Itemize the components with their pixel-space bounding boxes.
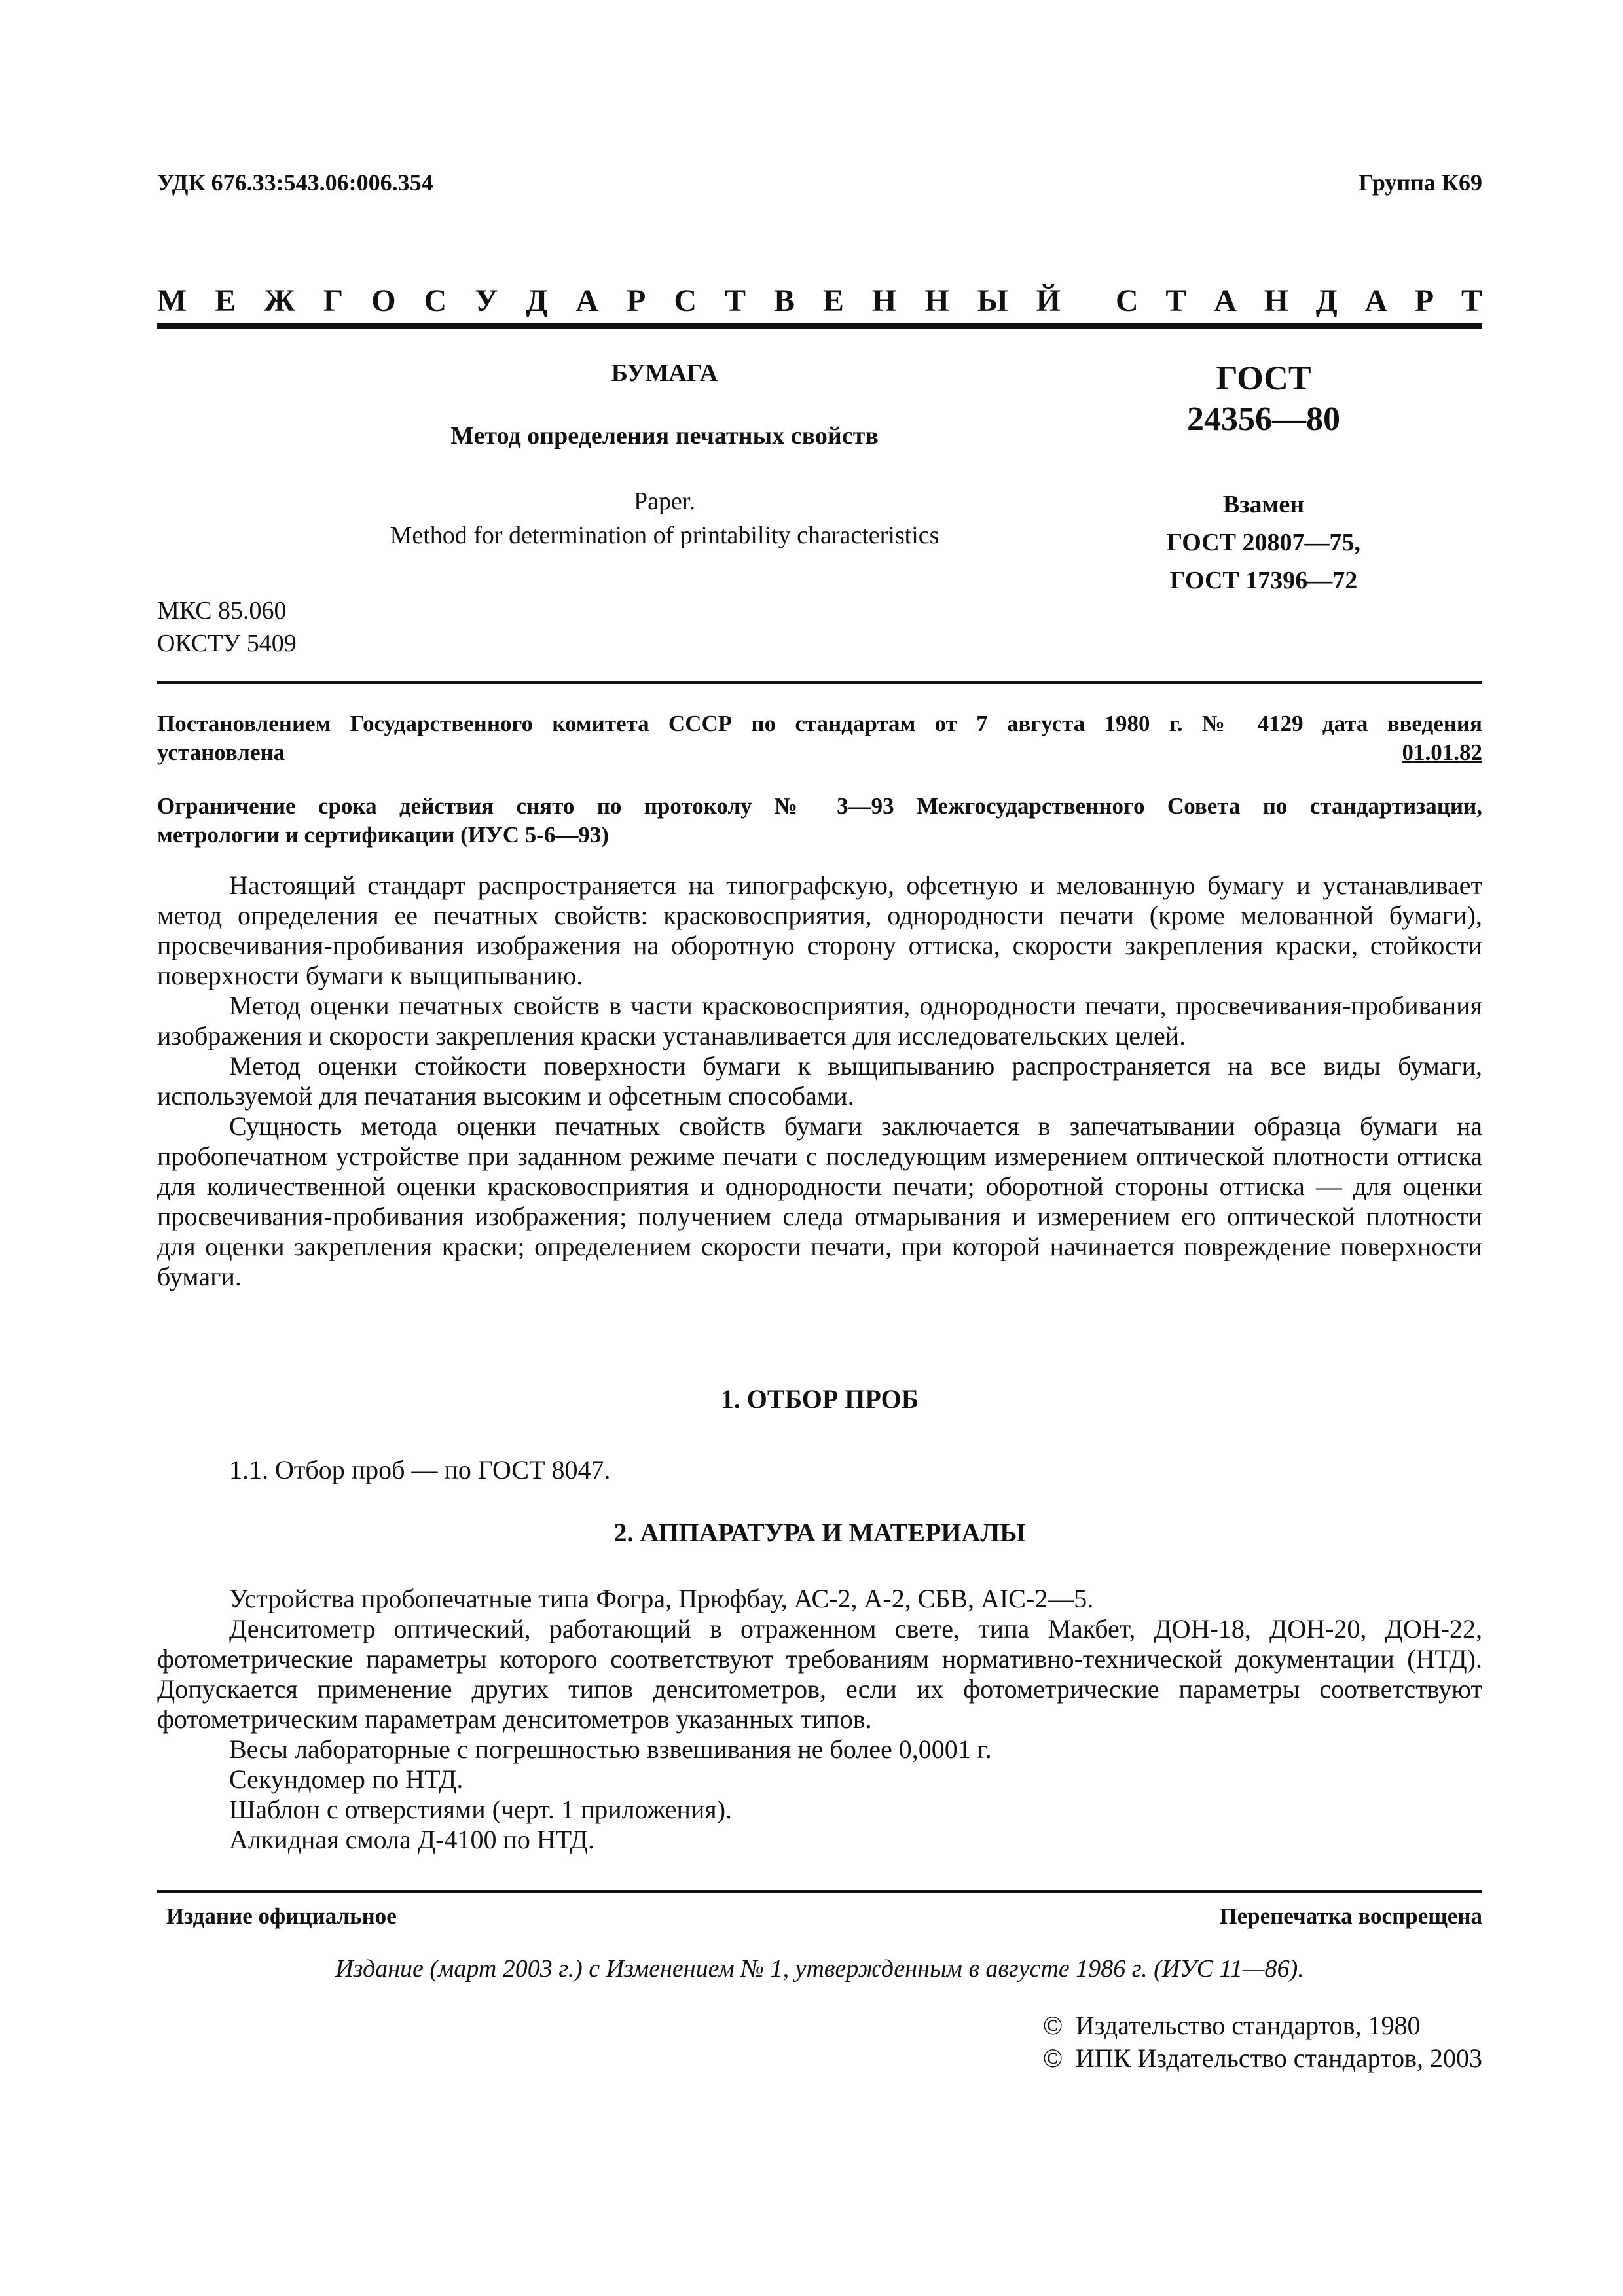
document-title-block: [157, 359, 1172, 552]
copyright-text: ИПК Издательство стандартов, 2003: [1075, 2043, 1482, 2073]
banner-letter: Т: [1461, 283, 1482, 318]
list-item: Денситометр оптический, работающий в отраженном свете, типа Макбет, ДОН-18, ДОН-20, ДОН-22, фотометрические параметры которого соответствуют требованиям нормативно-технической документации (НТД). Допускается применение других типов денситометров, если их фотометрические параметры соответствуют фотометрическим параметрам денситометров указанных типов.: [157, 1614, 1482, 1734]
restriction-line: метрологии и сертификации (ИУС 5-6—93): [157, 822, 610, 848]
copyright-symbol: ©: [1042, 2011, 1063, 2040]
paragraph: Метод оценки печатных свойств в части красковосприятия, однородности печати, просвечивания-пробивания изображения и скорости закрепления краски устанавливается для исследовательских целей.: [157, 991, 1482, 1050]
gost-designation-block: [1133, 359, 1395, 600]
banner-rule: [157, 323, 1482, 329]
banner-letter: М: [157, 283, 187, 318]
title-block-rule: [157, 681, 1482, 684]
banner-letter: Ж: [264, 283, 295, 318]
copyright-line: [1043, 2042, 1482, 2075]
decree-block: [157, 709, 1482, 767]
introduction-date: 01.01.82: [1402, 740, 1482, 765]
banner-letter: Т: [724, 283, 746, 318]
banner-letter: Н: [1264, 283, 1288, 318]
official-edition-label: Издание официальное: [166, 1903, 397, 1929]
document-subtitle: Метод определения печатных свойств: [450, 422, 879, 450]
okstu-code: ОКСТУ 5409: [157, 630, 297, 657]
replaced-standard: ГОСТ 17396—72: [1169, 567, 1358, 594]
section-heading: 2. АППАРАТУРА И МАТЕРИАЛЫ: [613, 1518, 1026, 1547]
banner-letter: Е: [215, 283, 236, 318]
replaced-standard: ГОСТ 20807—75,: [1166, 529, 1361, 556]
english-title: [157, 484, 1172, 552]
list-item: Весы лабораторные с погрешностью взвешивания не более 0,0001 г.: [229, 1734, 992, 1764]
banner-letter: Т: [1165, 283, 1187, 318]
banner-word-1: [157, 283, 1061, 319]
banner-letter: А: [1364, 283, 1388, 318]
section-text: 1.1. Отбор проб — по ГОСТ 8047.: [229, 1455, 611, 1484]
banner-word-2: [1116, 283, 1482, 319]
banner-letter: С: [424, 283, 447, 318]
list-item: Алкидная смола Д-4100 по НТД.: [229, 1825, 594, 1854]
restriction-line: Ограничение срока действия снято по протоколу № 3—93 Межгосударственного Совета по стандартизации,: [157, 793, 1482, 819]
udk-code: УДК 676.33:543.06:006.354: [157, 170, 433, 196]
banner-letter: С: [674, 283, 697, 318]
banner-letter: О: [371, 283, 396, 318]
list-item: Секундомер по НТД.: [229, 1765, 464, 1794]
copyright-line: [1043, 2009, 1482, 2042]
banner-letter: Д: [1315, 283, 1338, 318]
document-title: БУМАГА: [611, 359, 718, 387]
copyright-block: [1043, 2009, 1482, 2075]
banner-letter: Р: [627, 283, 646, 318]
english-title-line: Paper.: [634, 488, 695, 515]
document-page: [157, 0, 1482, 2296]
decree-text: установлена: [157, 740, 285, 765]
equipment-list: [157, 1584, 1482, 1855]
decree-line: [157, 738, 1482, 767]
interstate-standard-banner: [157, 278, 1482, 323]
header-line: [157, 169, 1482, 202]
banner-letter: С: [1116, 283, 1139, 318]
banner-letter: А: [575, 283, 599, 318]
paragraph: Метод оценки стойкости поверхности бумаги к выщипыванию распространяется на все виды бумаги, используемой для печатания высоким и офсетным способами.: [157, 1051, 1482, 1111]
restriction-note: [157, 792, 1482, 850]
banner-letter: Р: [1414, 283, 1434, 318]
copyright-symbol: ©: [1042, 2043, 1063, 2073]
banner-letter: Е: [822, 283, 844, 318]
banner-letter: В: [773, 283, 795, 318]
banner-letter: Г: [323, 283, 344, 318]
banner-letter: Ы: [977, 283, 1008, 318]
classification-codes: [157, 594, 297, 660]
mks-code: МКС 85.060: [157, 597, 287, 624]
reprint-prohibited-label: Перепечатка воспрещена: [1219, 1903, 1482, 1929]
banner-letter: Н: [924, 283, 949, 318]
list-item: Шаблон с отверстиями (черт. 1 приложения).: [229, 1795, 733, 1824]
gost-label: ГОСТ: [1216, 360, 1311, 397]
paragraph: Сущность метода оценки печатных свойств бумаги заключается в запечатывании образца бумаги на пробопечатном устройстве при заданном режиме печати с последующим измерением оптической плотности оттиска для количественной оценки красковосприятия и однородности печати; оборотной стороны оттиска — для оценки просвечивания-пробивания изображения; получением следа отмарывания и измерением его оптической плотности для оценки закрепления краски; определением скорости печати, при которой начинается повреждение поверхности бумаги.: [157, 1111, 1482, 1291]
paragraph: Настоящий стандарт распространяется на типографскую, офсетную и мелованную бумагу и устанавливает метод определения ее печатных свойств: красковосприятия, однородности печати (кроме мелованной бумаги), просвечивания-пробивания изображения на оборотную сторону оттиска, скорости закрепления краски, стойкости поверхности бумаги к выщипыванию.: [157, 870, 1482, 990]
introduction-text: [157, 870, 1482, 1292]
banner-letter: А: [1214, 283, 1237, 318]
decree-line: Постановлением Государственного комитета СССР по стандартам от 7 августа 1980 г. № 4129 дата введения: [157, 711, 1482, 736]
replaces-label: Взамен: [1222, 491, 1305, 518]
group-code: Группа К69: [1359, 170, 1482, 196]
list-item: Устройства пробопечатные типа Фогра, Прюфбау, АС-2, А-2, СБВ, АIС-2—5.: [229, 1584, 1094, 1613]
footer-rule: [157, 1890, 1482, 1893]
edition-note: Издание (март 2003 г.) с Изменением № 1, утвержденным в августе 1986 г. (ИУС 11—86).: [335, 1955, 1304, 1982]
english-title-line: Method for determination of printability characteristics: [390, 522, 939, 549]
banner-letter: Д: [526, 283, 548, 318]
banner-letter: У: [475, 283, 498, 318]
banner-letter: Н: [871, 283, 897, 318]
banner-letter: Й: [1036, 283, 1061, 318]
replaces-block: [1133, 486, 1395, 600]
section-heading: 1. ОТБОР ПРОБ: [720, 1384, 919, 1414]
gost-number: 24356—80: [1187, 401, 1340, 438]
copyright-text: Издательство стандартов, 1980: [1075, 2011, 1421, 2040]
